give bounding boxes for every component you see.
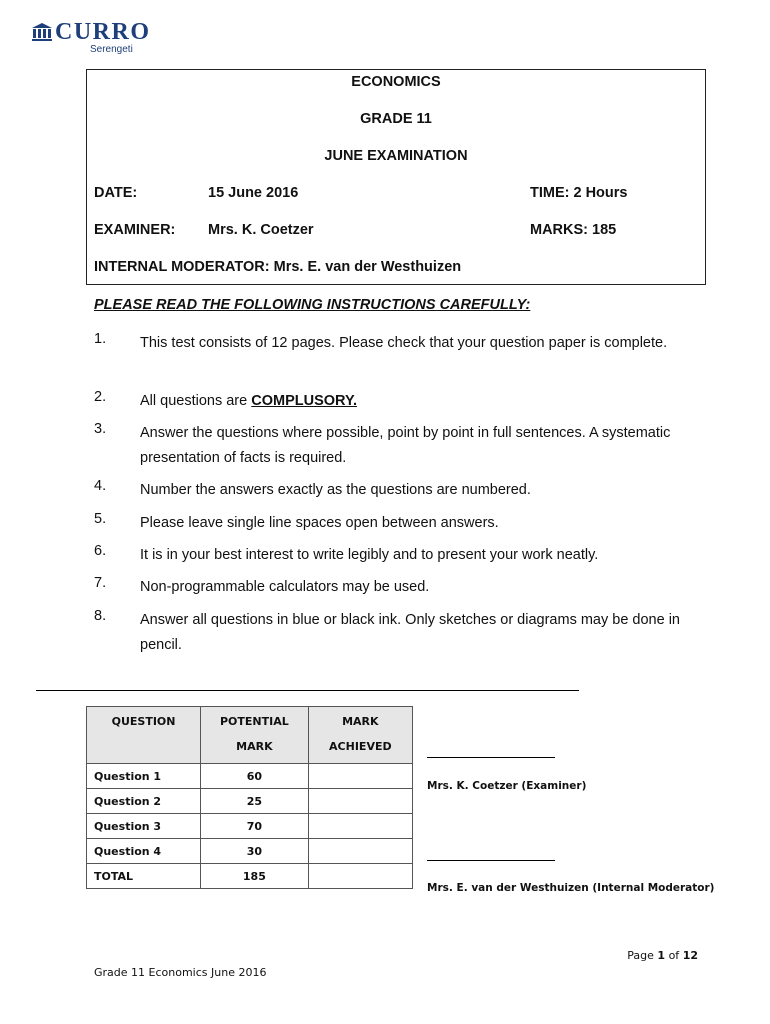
instruction-number: 1. (94, 331, 107, 347)
table-row (87, 839, 413, 864)
header-line: POTENTIAL (220, 715, 289, 728)
question-cell: TOTAL (87, 864, 201, 889)
instruction-number: 5. (94, 511, 107, 527)
question-cell: Question 2 (87, 789, 201, 814)
instruction-text (140, 389, 680, 414)
header-line: MARK (342, 715, 379, 728)
page-number (627, 949, 698, 962)
marks-info: MARKS: 185 (530, 222, 617, 238)
instruction-number: 7. (94, 575, 107, 591)
mark-achieved-cell[interactable] (308, 789, 412, 814)
table-row (87, 814, 413, 839)
moderator-signature-label: Mrs. E. van der Westhuizen (Internal Moderator) (427, 882, 715, 894)
instruction-text: It is in your best interest to write legibly and to present your work neatly. (140, 547, 599, 563)
school-logo (32, 19, 151, 55)
instruction-number: 2. (94, 389, 107, 405)
question-cell: Question 4 (87, 839, 201, 864)
instruction-text: Answer all questions in blue or black ink. Only sketches or diagrams may be done in pencil. (140, 612, 680, 653)
header-line: ACHIEVED (329, 740, 392, 753)
mark-achieved-cell[interactable] (308, 764, 412, 789)
page-total: 12 (682, 949, 698, 962)
instruction-text: Non-programmable calculators may be used. (140, 579, 430, 595)
instruction-text: Answer the questions where possible, point by point in full sentences. A systematic presentation of facts is required. (140, 425, 671, 466)
logo-subtitle: Serengeti (90, 44, 133, 55)
examiner-signature-line[interactable] (427, 757, 555, 758)
subject-title: ECONOMICS (351, 74, 441, 90)
question-cell: Question 3 (87, 814, 201, 839)
table-total-row (87, 864, 413, 889)
exam-header-box (86, 69, 706, 285)
examiner-signature-label: Mrs. K. Coetzer (Examiner) (427, 780, 587, 792)
table-header-row (87, 707, 413, 764)
mark-table (86, 706, 413, 889)
date-label: DATE: (94, 185, 138, 201)
instruction-text-lead: All questions are (140, 393, 252, 409)
potential-mark-cell: 25 (201, 789, 309, 814)
potential-mark-column-header (201, 707, 309, 764)
mark-achieved-cell[interactable] (308, 864, 412, 889)
instruction-number: 3. (94, 421, 107, 437)
page-of: of (665, 949, 683, 962)
instruction-number: 6. (94, 543, 107, 559)
exam-title: JUNE EXAMINATION (324, 148, 468, 164)
table-row (87, 764, 413, 789)
instruction-text: Number the answers exactly as the questions are numbered. (140, 482, 531, 498)
question-column-header: QUESTION (87, 707, 201, 764)
mark-achieved-column-header (308, 707, 412, 764)
potential-mark-cell: 70 (201, 814, 309, 839)
instruction-text: Please leave single line spaces open between answers. (140, 515, 499, 531)
potential-mark-cell: 185 (201, 864, 309, 889)
examiner-label: EXAMINER: (94, 222, 176, 238)
moderator-info: INTERNAL MODERATOR: Mrs. E. van der Westhuizen (94, 259, 462, 275)
page-current: 1 (657, 949, 666, 962)
moderator-signature-line[interactable] (427, 860, 555, 861)
instruction-text: This test consists of 12 pages. Please check that your question paper is complete. (140, 335, 668, 351)
potential-mark-cell: 30 (201, 839, 309, 864)
instruction-number: 4. (94, 478, 107, 494)
building-icon (32, 23, 52, 41)
separator-line (36, 690, 579, 691)
compulsory-emphasis: COMPLUSORY. (251, 393, 358, 409)
logo-wordmark: CURRO (55, 19, 151, 45)
time-info: TIME: 2 Hours (530, 185, 628, 201)
instruction-number: 8. (94, 608, 107, 624)
instructions-title: PLEASE READ THE FOLLOWING INSTRUCTIONS CAREFULLY: (94, 297, 531, 313)
mark-achieved-cell[interactable] (308, 839, 412, 864)
examiner-value: Mrs. K. Coetzer (208, 222, 314, 238)
grade-title: GRADE 11 (360, 111, 432, 127)
potential-mark-cell: 60 (201, 764, 309, 789)
mark-achieved-cell[interactable] (308, 814, 412, 839)
page-prefix: Page (627, 949, 658, 962)
footer-text: Grade 11 Economics June 2016 (94, 966, 267, 979)
header-line: MARK (236, 740, 273, 753)
question-cell: Question 1 (87, 764, 201, 789)
date-value: 15 June 2016 (208, 185, 299, 201)
table-row (87, 789, 413, 814)
